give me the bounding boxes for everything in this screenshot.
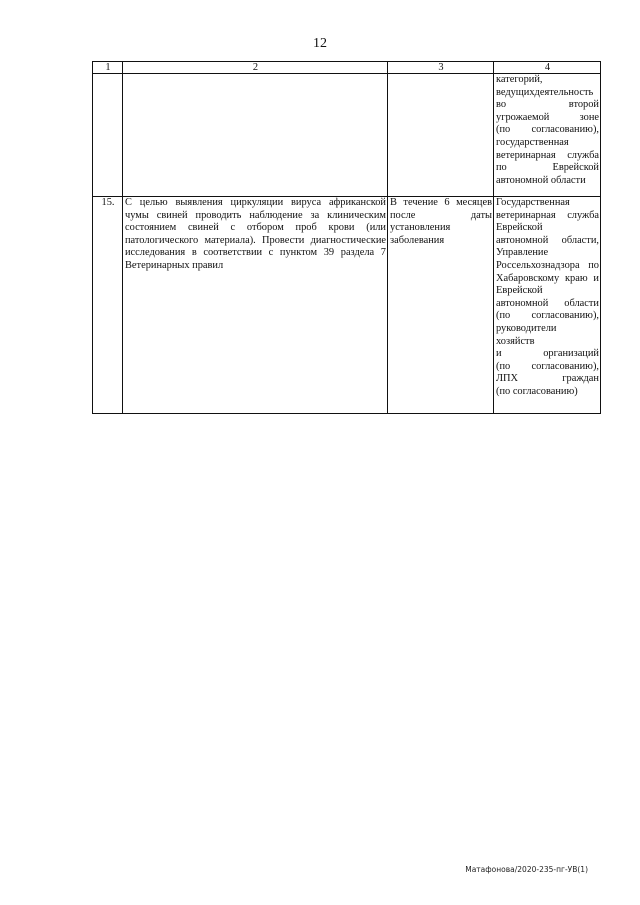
responsible-cell bbox=[494, 197, 601, 414]
document-code: Матафонова/2020-235-пг-УВ(1) bbox=[465, 865, 588, 874]
table-row bbox=[93, 74, 601, 197]
responsible-line: и организаций bbox=[496, 348, 599, 360]
responsible-line: Управление bbox=[496, 247, 549, 259]
row-number-cell: 15. bbox=[93, 197, 123, 414]
measure-cell: С целью выявления циркуляции вируса африканской чумы свиней проводить наблюдение за клиническим состоянием свиней с отбором проб крови (или патологического материала). Провести диагностические исследования в соответствии с пунктом 39 раздела 7 Ветеринарных правил bbox=[123, 197, 388, 414]
responsible-line: автономной области, bbox=[496, 234, 599, 246]
responsible-line: автономной области bbox=[496, 297, 599, 309]
responsible-line: угрожаемой зоне bbox=[496, 111, 599, 123]
responsible-line: (по согласованию), bbox=[496, 360, 599, 372]
table-header-row bbox=[93, 62, 601, 74]
table-row bbox=[93, 197, 601, 414]
responsible-line: (по согласованию), bbox=[496, 124, 599, 136]
responsible-line: ведущихдеятельность bbox=[496, 86, 594, 98]
responsible-line: по Еврейской bbox=[496, 162, 599, 174]
measures-table bbox=[92, 61, 601, 414]
responsible-line: во второй bbox=[496, 99, 599, 111]
responsible-line: Хабаровскому краю и bbox=[496, 272, 599, 284]
responsible-line: Государственная bbox=[496, 197, 570, 208]
header-cell-4: 4 bbox=[494, 62, 601, 74]
responsible-line: (по согласованию), bbox=[496, 310, 599, 322]
responsible-line: категорий, bbox=[496, 74, 543, 85]
responsible-line: Еврейской bbox=[496, 285, 543, 297]
responsible-line: ЛПХ граждан bbox=[496, 373, 599, 385]
responsible-cell bbox=[494, 74, 601, 197]
term-cell: В течение 6 месяцев после даты установления заболевания bbox=[388, 197, 494, 414]
responsible-line: Россельхознадзора по bbox=[496, 259, 599, 271]
responsible-line: ветеринарная служба bbox=[496, 209, 599, 221]
measure-cell bbox=[123, 74, 388, 197]
header-cell-1: 1 bbox=[93, 62, 123, 74]
responsible-line: руководители bbox=[496, 322, 557, 334]
responsible-line: автономной области bbox=[496, 174, 586, 186]
page-number: 12 bbox=[313, 36, 327, 51]
row-number-cell bbox=[93, 74, 123, 197]
term-cell bbox=[388, 74, 494, 197]
responsible-line: Еврейской bbox=[496, 222, 543, 234]
header-cell-3: 3 bbox=[388, 62, 494, 74]
responsible-line: хозяйств bbox=[496, 335, 535, 347]
responsible-line: государственная bbox=[496, 136, 569, 148]
responsible-line: ветеринарная служба bbox=[496, 149, 599, 161]
header-cell-2: 2 bbox=[123, 62, 388, 74]
responsible-line: (по согласованию) bbox=[496, 385, 578, 397]
